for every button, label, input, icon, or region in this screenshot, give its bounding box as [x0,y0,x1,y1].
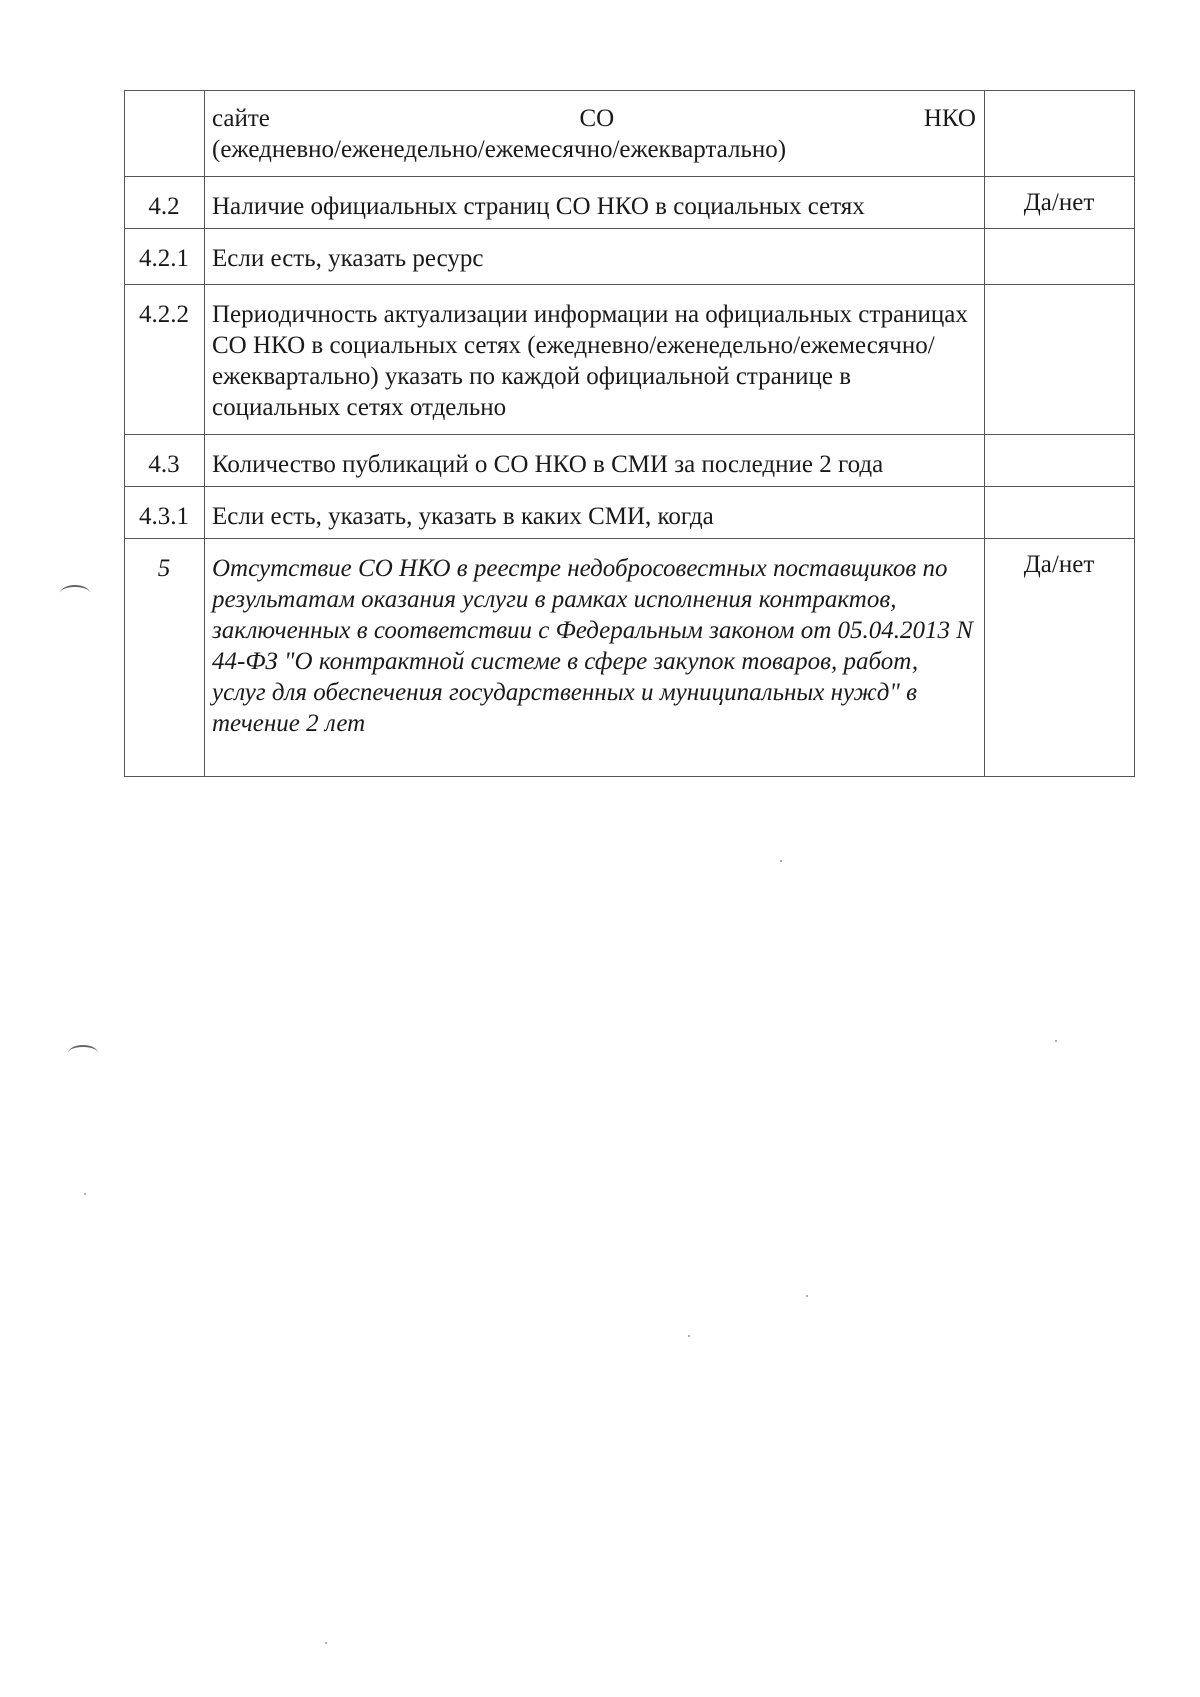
table-row [125,229,1135,285]
row-description: Наличие официальных страниц СО НКО в социальных сетях [205,177,985,229]
scan-speck [806,1295,808,1297]
row-value [985,91,1135,177]
row-value [985,229,1135,285]
table-row [125,177,1135,229]
row-value: Да/нет [985,539,1135,777]
row-value [985,435,1135,487]
row-description: Количество публикаций о СО НКО в СМИ за последние 2 года [205,435,985,487]
scan-speck [325,1642,327,1644]
word-so: СО [579,105,615,132]
table-row [125,487,1135,539]
table-row [125,91,1135,177]
row-description: Отсутствие СО НКО в реестре недобросовестных поставщиков по результатам оказания услуги в рамках исполнения контрактов, заключенных в соответствии с Федеральным законом от 05.04.2013 N 44-ФЗ "О контрактной системе в сфере закупок товаров, работ, услуг для обеспечения государственных и муниципальных нужд" в течение 2 лет [205,539,985,777]
row-number: 4.2.2 [125,285,205,435]
table-row [125,539,1135,777]
row-description [205,91,985,177]
row-description-line: (ежедневно/еженедельно/ежемесячно/ежеквартально) [212,136,787,163]
row-number: 5 [125,539,205,777]
row-value [985,285,1135,435]
row-value [985,487,1135,539]
scan-speck [780,860,782,862]
scan-speck [1055,1040,1057,1042]
punch-hole-mark [60,585,90,601]
row-description: Если есть, указать, указать в каких СМИ, когда [205,487,985,539]
row-description: Периодичность актуализации информации на официальных страницах СО НКО в социальных сетях (ежедневно/еженедельно/ежемесячно/ежеквартально) указать по каждой официальной странице в социальных сетях отдельно [205,285,985,435]
row-description-line [212,103,976,134]
row-description: Если есть, указать ресурс [205,229,985,285]
criteria-table [124,90,1135,777]
row-number: 4.2.1 [125,229,205,285]
row-number: 4.3 [125,435,205,487]
table-row [125,435,1135,487]
row-number [125,91,205,177]
scan-speck [688,1335,690,1337]
scan-speck [84,1193,86,1195]
punch-hole-mark [68,1045,98,1061]
row-value: Да/нет [985,177,1135,229]
table-row [125,285,1135,435]
word-site: сайте [212,105,270,132]
row-number: 4.2 [125,177,205,229]
word-nko: НКО [923,105,976,132]
row-number: 4.3.1 [125,487,205,539]
